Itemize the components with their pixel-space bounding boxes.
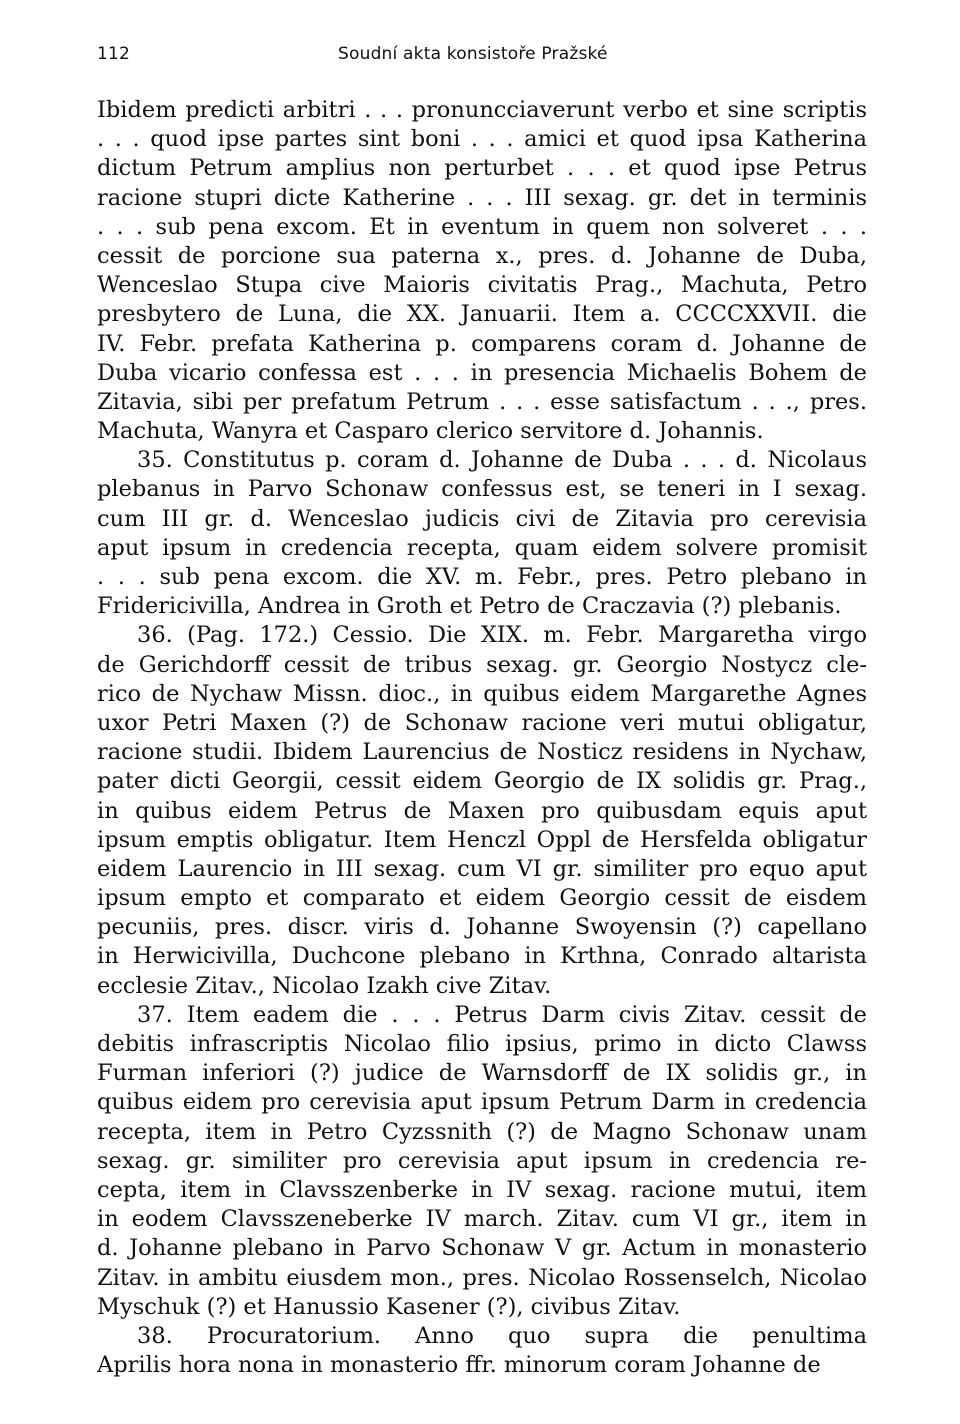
text-line: eidem Laurencio in III sexag. cum VI gr. similiter pro equo aput (97, 855, 867, 882)
section-38-first-line: 38. Procuratorium. Anno quo supra die penultima (137, 1322, 867, 1349)
text-line: pater dicti Georgii, cessit eidem Georgio de IX solidis gr. Prag., (97, 768, 867, 795)
text-line: Aprilis hora nona in monasterio ffr. minorum coram Johanne de (97, 1352, 821, 1379)
text-line: Duba vicario confessa est . . . in presencia Michaelis Bohem de (97, 359, 867, 386)
page-number: 112 (97, 44, 131, 64)
running-head (97, 44, 867, 68)
text-line: plebanus in Parvo Schonaw confessus est, se teneri in I sexag. (97, 476, 867, 503)
text-line: uxor Petri Maxen (?) de Schonaw racione veri mutui obligatur, (97, 709, 867, 736)
text-line: Zitav. in ambitu eiusdem mon., pres. Nicolao Rossenselch, Nicolao (97, 1264, 867, 1291)
text-line: IV. Febr. prefata Katherina p. comparens coram d. Johanne de (97, 330, 867, 357)
text-line: Zitavia, sibi per prefatum Petrum . . . esse satisfactum . . ., pres. (97, 388, 867, 415)
text-line: ipsum empto et comparato et eidem Georgio cessit de eisdem (97, 885, 867, 912)
text-line: de Gerichdorff cessit de tribus sexag. gr. Georgio Nostycz cle- (97, 651, 867, 678)
text-line: Machuta, Wanyra et Casparo clerico servitore d. Johannis. (97, 418, 764, 445)
text-line: recepta, item in Petro Cyzssnith (?) de Magno Schonaw unam (97, 1118, 867, 1145)
text-line: . . . quod ipse partes sint boni . . . amici et quod ipsa Katherina (97, 126, 867, 153)
section-37-first-line: 37. Item eadem die . . . Petrus Darm civis Zitav. cessit de (137, 1001, 867, 1028)
section-36-first-line: 36. (Pag. 172.) Cessio. Die XIX. m. Febr. Margaretha virgo (137, 622, 867, 649)
text-line: dictum Petrum amplius non perturbet . . . et quod ipse Petrus (97, 155, 867, 182)
running-title: Soudní akta konsistoře Pražské (338, 44, 608, 64)
text-line: Wenceslao Stupa cive Maioris civitatis Prag., Machuta, Petro (97, 272, 867, 299)
text-line: aput ipsum in credencia recepta, quam eidem solvere promisit (97, 534, 867, 561)
text-line: quibus eidem pro cerevisia aput ipsum Petrum Darm in credencia (97, 1089, 867, 1116)
text-line: in quibus eidem Petrus de Maxen pro quibusdam equis aput (97, 797, 867, 824)
text-line: Fridericivilla, Andrea in Groth et Petro de Craczavia (?) plebanis. (97, 593, 842, 620)
text-line: sexag. gr. similiter pro cerevisia aput ipsum in credencia re- (97, 1147, 867, 1174)
text-line: . . . sub pena excom. die XV. m. Febr., pres. Petro plebano in (97, 564, 867, 590)
section-35-first-line: 35. Constitutus p. coram d. Johanne de Duba . . . d. Nicolaus (137, 447, 867, 474)
text-line: d. Johanne plebano in Parvo Schonaw V gr. Actum in monasterio (97, 1235, 867, 1262)
text-line: in eodem Clavsszeneberke IV march. Zitav. cum VI gr., item in (97, 1206, 867, 1233)
text-line: pecuniis, pres. discr. viris d. Johanne Swoyensin (?) capellano (97, 914, 867, 941)
text-line: presbytero de Luna, die XX. Januarii. Item a. CCCCXXVII. die (97, 301, 867, 328)
text-line: racione studii. Ibidem Laurencius de Nosticz residens in Nychaw, (97, 739, 867, 766)
text-line: cum III gr. d. Wenceslao judicis civi de Zitavia pro cerevisia (97, 505, 867, 532)
text-line: Furman inferiori (?) judice de Warnsdorff de IX solidis gr., in (97, 1060, 867, 1087)
text-line: in Herwicivilla, Duchcone plebano in Krthna, Conrado altarista (97, 943, 867, 970)
text-line: Myschuk (?) et Hanussio Kasener (?), civibus Zitav. (97, 1293, 681, 1320)
text-line: . . . sub pena excom. Et in eventum in quem non solveret . . . (97, 213, 867, 240)
body-text (97, 96, 867, 1380)
text-line: Ibidem predicti arbitri . . . pronuncciaverunt verbo et sine scriptis (97, 97, 867, 123)
text-line: cessit de porcione sua paterna x., pres. d. Johanne de Duba, (97, 242, 867, 269)
text-line: racione stupri dicte Katherine . . . III sexag. gr. det in terminis (97, 184, 867, 211)
text-line: ecclesie Zitav., Nicolao Izakh cive Zitav. (97, 972, 552, 999)
text-line: ipsum emptis obligatur. Item Henczl Oppl de Hersfelda obligatur (97, 826, 867, 853)
text-line: rico de Nychaw Missn. dioc., in quibus eidem Margarethe Agnes (97, 680, 867, 707)
text-line: debitis infrascriptis Nicolao filio ipsius, primo in dicto Clawss (97, 1031, 867, 1057)
text-line: cepta, item in Clavsszenberke in IV sexag. racione mutui, item (97, 1176, 867, 1203)
